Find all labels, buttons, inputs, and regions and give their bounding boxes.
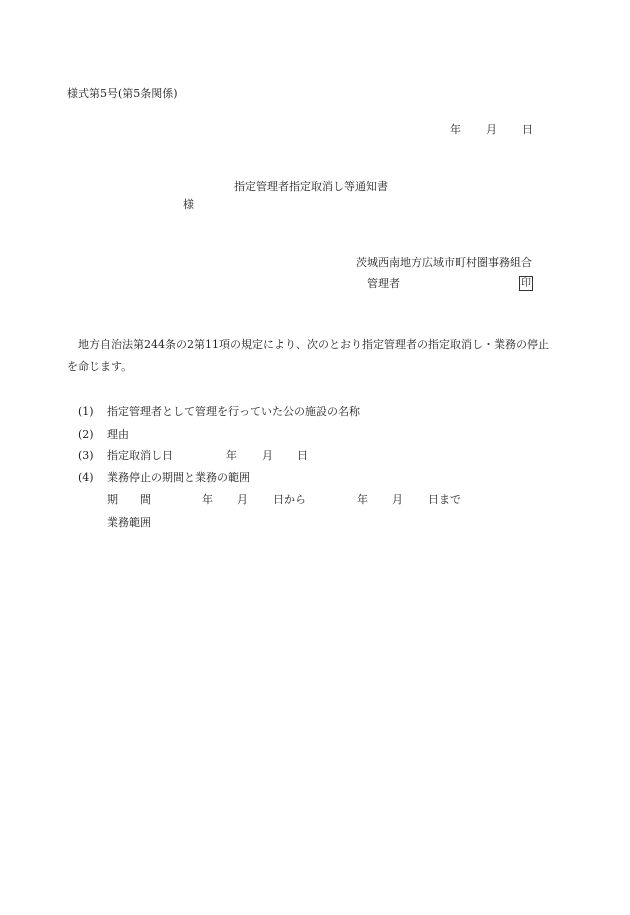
date-day: 日 bbox=[522, 123, 533, 136]
item-3-label: 指定取消し日 bbox=[107, 449, 173, 462]
item-3-number: (3) bbox=[78, 449, 94, 462]
item-2-label: 理由 bbox=[107, 428, 129, 441]
seal-box: 印 bbox=[521, 278, 531, 289]
period-to-year: 年 bbox=[357, 493, 368, 506]
period-to-month: 月 bbox=[392, 493, 403, 506]
item-4-label: 業務停止の期間と業務の範囲 bbox=[107, 471, 250, 484]
date-month: 月 bbox=[486, 123, 497, 136]
issuer-role: 管理者 bbox=[367, 277, 400, 290]
item-4-number: (4) bbox=[78, 471, 94, 484]
period-label: 期 間 bbox=[107, 493, 151, 506]
item-1-label: 指定管理者として管理を行っていた公の施設の名称 bbox=[107, 405, 360, 418]
item-3-month: 月 bbox=[262, 449, 273, 462]
document-title: 指定管理者指定取消し等通知書 bbox=[234, 180, 388, 193]
form-label: 様式第5号(第5条関係) bbox=[67, 87, 178, 100]
seal-mark bbox=[519, 276, 533, 291]
period-to-day: 日まで bbox=[428, 493, 461, 506]
item-2-number: (2) bbox=[78, 428, 94, 441]
item-3-year: 年 bbox=[226, 449, 237, 462]
period-from-year: 年 bbox=[202, 493, 213, 506]
period-from-month: 月 bbox=[237, 493, 248, 506]
period-from-day: 日から bbox=[273, 493, 306, 506]
issuer-organization: 茨城西南地方広域市町村圏事務組合 bbox=[356, 256, 532, 269]
body-paragraph: 地方自治法第244条の2第11項の規定により、次のとおり指定管理者の指定取消し・業務の停止を命じます。 bbox=[67, 338, 549, 373]
item-1-number: (1) bbox=[78, 405, 94, 418]
item-3-day: 日 bbox=[297, 449, 308, 462]
scope-label: 業務範囲 bbox=[107, 516, 151, 529]
date-year: 年 bbox=[450, 123, 461, 136]
addressee-suffix: 様 bbox=[183, 198, 194, 211]
